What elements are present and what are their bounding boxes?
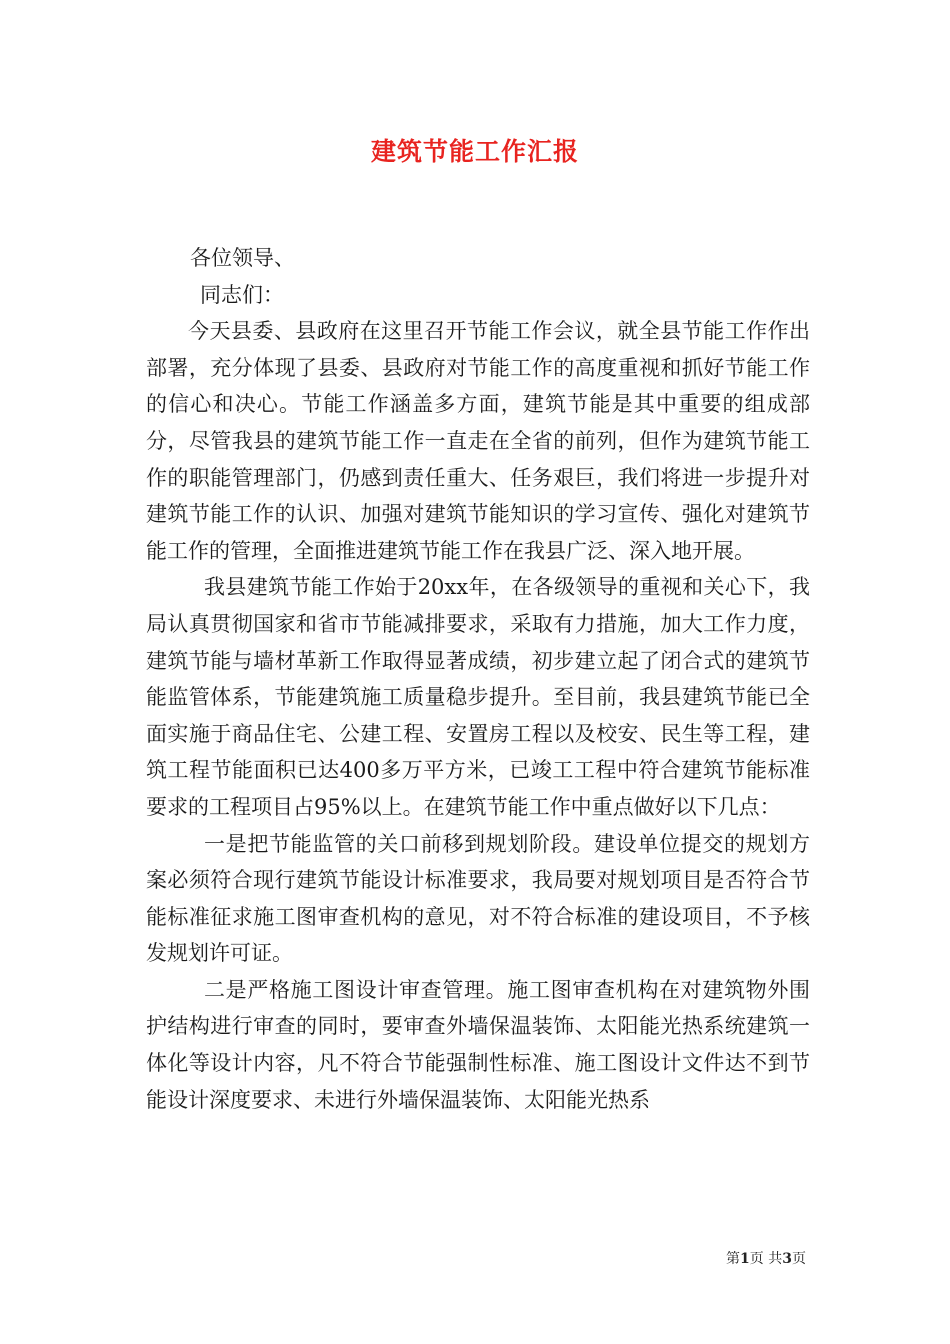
document-body xyxy=(146,240,810,1118)
footer-middle: 页 共 xyxy=(749,1251,783,1267)
footer-total-pages: 3 xyxy=(782,1251,792,1267)
paragraph-point-two: 二是严格施工图设计审查管理。施工图审查机构在对建筑物外围护结构进行审查的同时，要审查外墙保温装饰、太阳能光热系统建筑一体化等设计内容，凡不符合节能强制性标准、施工图设计文件达不到节能设计深度要求、未进行外墙保温装饰、太阳能光热系 xyxy=(146,977,810,1112)
salutation-leaders: 各位领导、 xyxy=(190,246,295,270)
paragraph-intro: 今天县委、县政府在这里召开节能工作会议，就全县节能工作作出部署，充分体现了县委、县政府对节能工作的高度重视和抓好节能工作的信心和决心。节能工作涵盖多方面，建筑节能是其中重要的组成部分，尽管我县的建筑节能工作一直走在全省的前列，但作为建筑节能工作的职能管理部门，仍感到责任重大、任务艰巨，我们将进一步提升对建筑节能工作的认识、加强对建筑节能知识的学习宣传、强化对建筑节能工作的管理，全面推进建筑节能工作在我县广泛、深入地开展。 xyxy=(146,319,810,563)
footer-current-page: 1 xyxy=(740,1251,750,1267)
footer-suffix: 页 xyxy=(792,1251,806,1267)
page-number-footer xyxy=(726,1248,806,1268)
document-title: 建筑节能工作汇报 xyxy=(370,137,579,166)
paragraph-achievements: 我县建筑节能工作始于20xx年，在各级领导的重视和关心下，我局认真贯彻国家和省市节能减排要求，采取有力措施，加大工作力度，建筑节能与墙材革新工作取得显著成绩，初步建立起了闭合式的建筑节能监管体系，节能建筑施工质量稳步提升。至目前，我县建筑节能已全面实施于商品住宅、公建工程、安置房工程以及校安、民生等工程，建筑工程节能面积已达400多万平方米，已竣工工程中符合建筑节能标准要求的工程项目占95%以上。在建筑节能工作中重点做好以下几点： xyxy=(146,575,810,819)
paragraph-point-one: 一是把节能监管的关口前移到规划阶段。建设单位提交的规划方案必须符合现行建筑节能设计标准要求，我局要对规划项目是否符合节能标准征求施工图审查机构的意见，对不符合标准的建设项目，不予核发规划许可证。 xyxy=(146,831,810,966)
footer-prefix: 第 xyxy=(726,1251,741,1267)
salutation-comrades: 同志们： xyxy=(200,282,284,307)
